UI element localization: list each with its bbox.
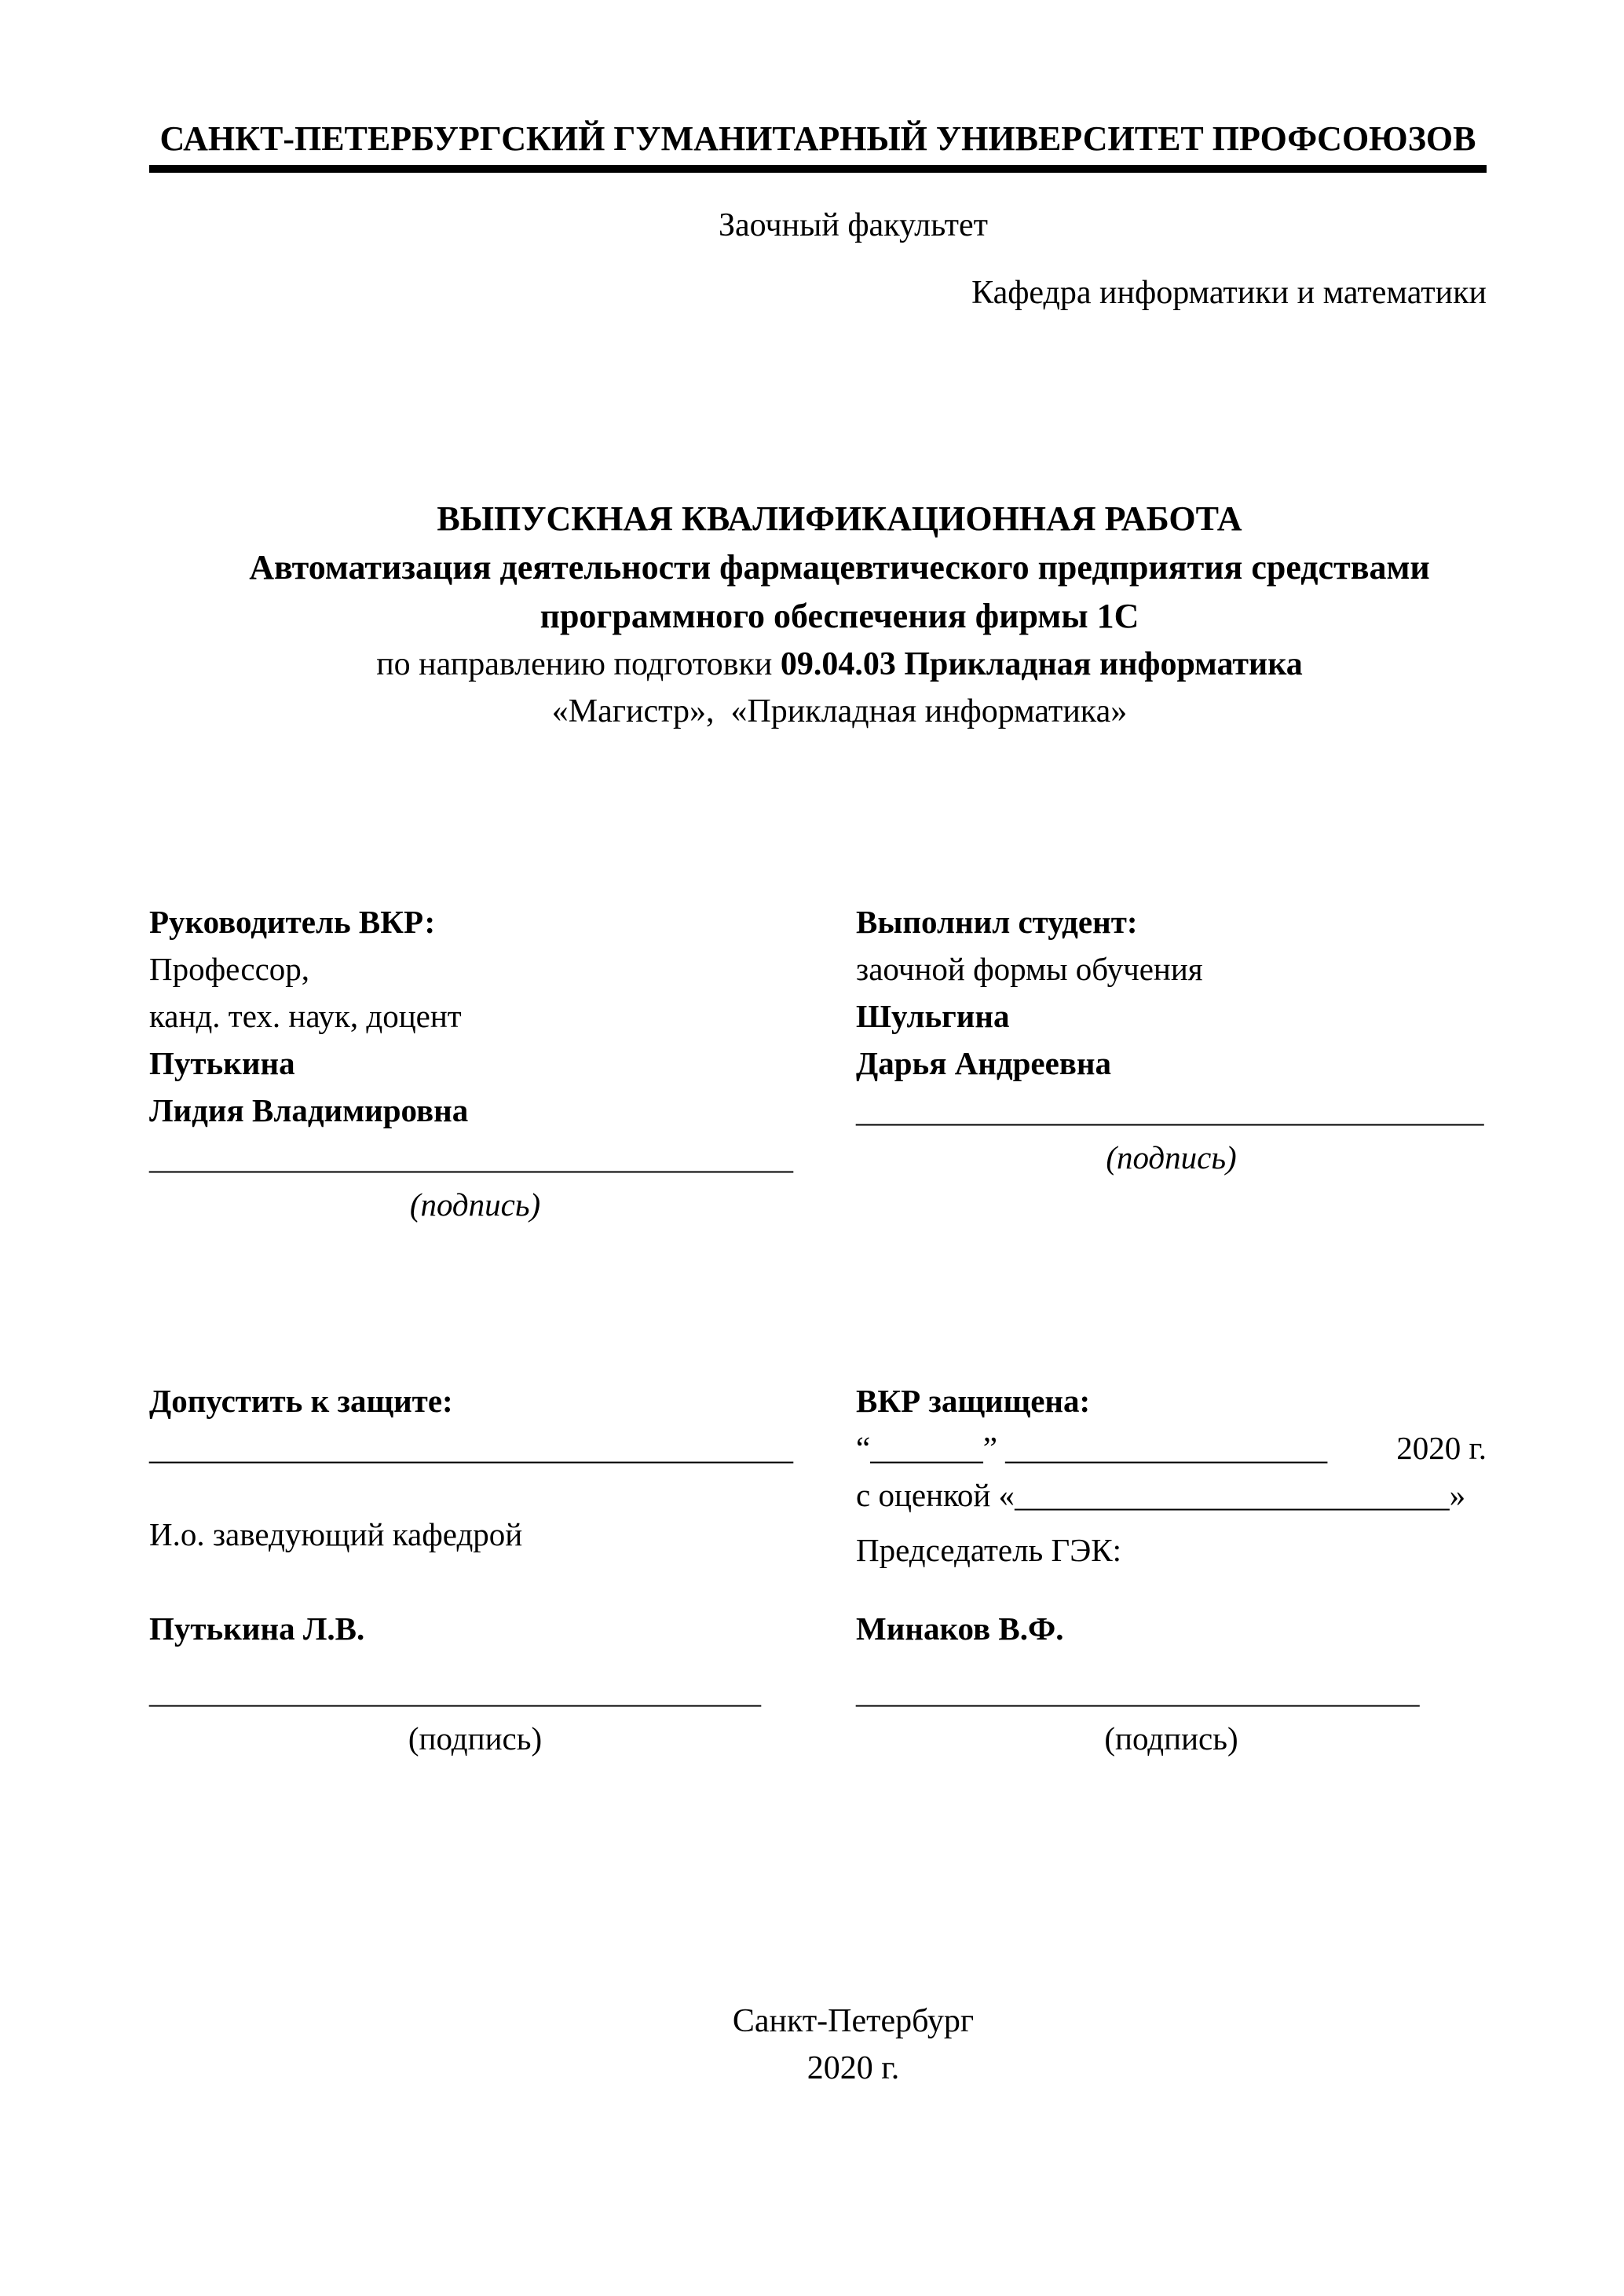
- defense-signature-line: ___________________________________: [856, 1673, 1420, 1709]
- direction-line: [149, 641, 1487, 688]
- admission-blank-line: ________________________________________: [149, 1430, 793, 1466]
- student-column: [856, 898, 1487, 1181]
- admission-heading: Допустить к защите:: [149, 1383, 453, 1419]
- degree-line: «Магистр», «Прикладная информатика»: [551, 693, 1128, 729]
- defense-grade-suffix: »: [1449, 1477, 1466, 1513]
- work-topic-line1: Автоматизация деятельности фармацевтического предприятия средствами: [249, 548, 1430, 587]
- defense-year: 2020 г.: [1396, 1430, 1487, 1466]
- supervisor-signature-caption: (подпись): [409, 1186, 541, 1223]
- signatures-section: [149, 898, 1487, 1228]
- supervisor-heading: Руководитель ВКР:: [149, 904, 436, 940]
- defense-grade-blank: ___________________________: [1015, 1477, 1450, 1513]
- footer-year: 2020 г.: [807, 2050, 900, 2086]
- defense-date-blank: “_______” ____________________: [856, 1430, 1328, 1466]
- student-study-form: заочной формы обучения: [856, 951, 1203, 987]
- approval-section: [149, 1377, 1487, 1762]
- admission-column: [149, 1377, 801, 1762]
- supervisor-position: Профессор,: [149, 951, 310, 987]
- admission-signature-caption: (подпись): [408, 1720, 543, 1757]
- student-signature-line: _______________________________________: [856, 1092, 1484, 1128]
- admission-name: Путькина Л.В.: [149, 1610, 365, 1647]
- direction-prefix: по направлению подготовки: [376, 646, 781, 682]
- faculty-line: Заочный факультет: [718, 207, 989, 243]
- work-topic-line2: программного обеспечения фирмы 1С: [540, 597, 1139, 635]
- student-signature-caption: (подпись): [1106, 1139, 1237, 1175]
- supervisor-name-patronymic: Лидия Владимировна: [149, 1092, 469, 1128]
- title-block: [149, 495, 1487, 735]
- university-name: САНКТ-ПЕТЕРБУРГСКИЙ ГУМАНИТАРНЫЙ УНИВЕРСИТЕТ ПРОФСОЮЗОВ: [159, 119, 1476, 158]
- footer-city: Санкт-Петербург: [732, 2003, 975, 2039]
- student-name-patronymic: Дарья Андреевна: [856, 1045, 1112, 1081]
- supervisor-degree: канд. тех. наук, доцент: [149, 998, 462, 1034]
- defense-column: [856, 1377, 1487, 1762]
- defense-signature-caption: (подпись): [1104, 1720, 1238, 1757]
- defense-chairman-label: Председатель ГЭК:: [856, 1532, 1122, 1568]
- direction-code-name: 09.04.03 Прикладная информатика: [780, 646, 1303, 682]
- defense-grade-prefix: с оценкой «: [856, 1477, 1015, 1513]
- admission-role: И.о. заведующий кафедрой: [149, 1516, 523, 1552]
- work-type-title: ВЫПУСКНАЯ КВАЛИФИКАЦИОННАЯ РАБОТА: [437, 499, 1242, 538]
- admission-signature-line: ______________________________________: [149, 1673, 761, 1709]
- defense-heading: ВКР защищена:: [856, 1383, 1091, 1419]
- student-surname: Шульгина: [856, 998, 1010, 1034]
- defense-chairman-name: Минаков В.Ф.: [856, 1610, 1064, 1647]
- department-line: Кафедра информатики и математики: [971, 275, 1487, 311]
- defense-date-row: [856, 1424, 1487, 1472]
- student-heading: Выполнил студент:: [856, 904, 1138, 940]
- supervisor-surname: Путькина: [149, 1045, 295, 1081]
- header-rule: [149, 165, 1487, 173]
- supervisor-column: [149, 898, 801, 1228]
- supervisor-signature-line: ________________________________________: [149, 1139, 793, 1175]
- defense-grade-row: [856, 1472, 1487, 1519]
- footer-block: [149, 1998, 1487, 2092]
